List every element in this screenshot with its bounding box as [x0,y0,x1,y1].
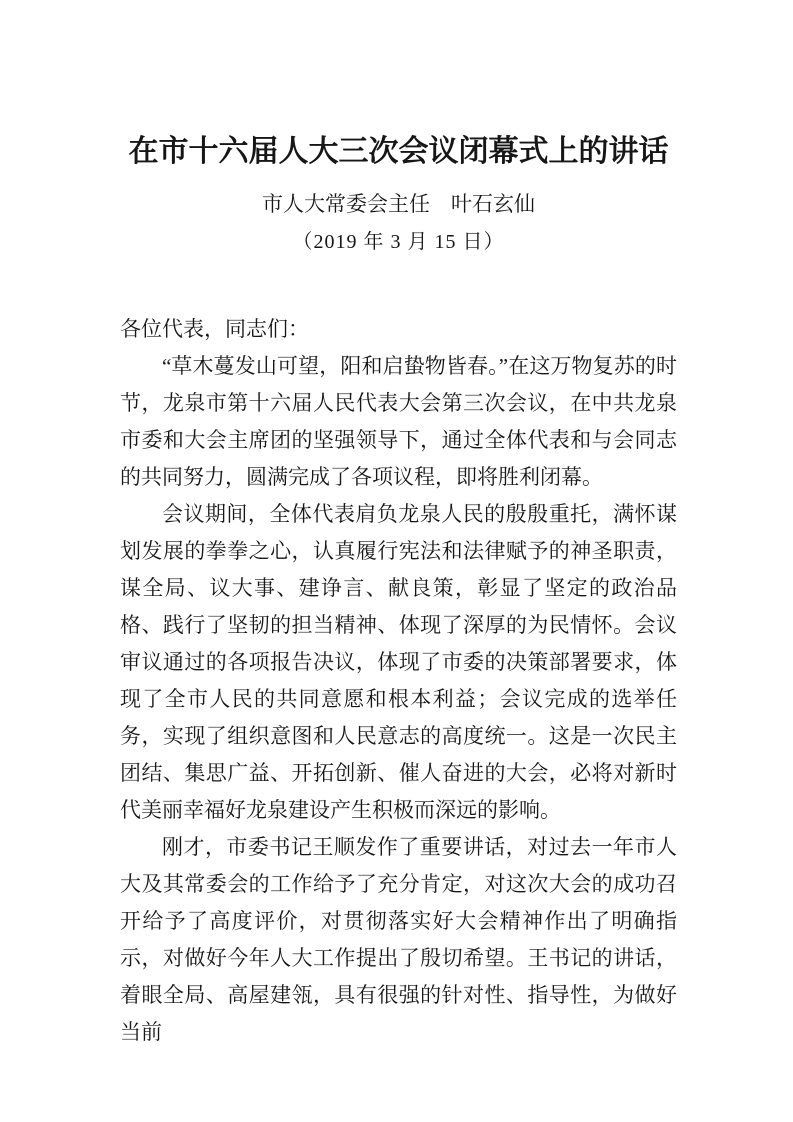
salutation-line: 各位代表，同志们： [120,317,309,341]
date-line: （2019 年 3 月 15 日） [292,231,505,253]
document-title: 在市十六届人大三次会议闭幕式上的讲话 [128,135,669,168]
body-paragraph-3: 刚才，市委书记王顺发作了重要讲话，对过去一年市人大及其常委会的工作给予了充分肯定，对这次大会的成功召开给予了高度评价，对贯彻落实好大会精神作出了明确指示，对做好今年人大工作提出了殷切希望。王书记的讲话，着眼全局、高屋建瓴，具有很强的针对性、指导性，为做好当前 [120,835,677,1044]
body-paragraph-2: 会议期间，全体代表肩负龙泉人民的殷殷重托，满怀谋划发展的拳拳之心，认真履行宪法和法律赋予的神圣职责，谋全局、议大事、建诤言、献良策，彰显了坚定的政治品格、践行了坚韧的担当精神、体现了深厚的为民情怀。会议审议通过的各项报告决议，体现了市委的决策部署要求，体现了全市人民的共同意愿和根本利益；会议完成的选举任务，实现了组织意图和人民意志的高度统一。这是一次民主团结、集思广益、开拓创新、催人奋进的大会，必将对新时代美丽幸福好龙泉建设产生积极而深远的影响。 [120,502,677,822]
document-body [120,311,677,1051]
body-paragraph-1: “草木蔓发山可望，阳和启蛰物皆春。”在这万物复苏的时节，龙泉市第十六届人民代表大会第三次会议，在中共龙泉市委和大会主席团的坚强领导下，通过全体代表和与会同志的共同努力，圆满完成了各项议程，即将胜利闭幕。 [120,354,677,489]
author-line: 市人大常委会主任 叶石玄仙 [262,192,535,216]
